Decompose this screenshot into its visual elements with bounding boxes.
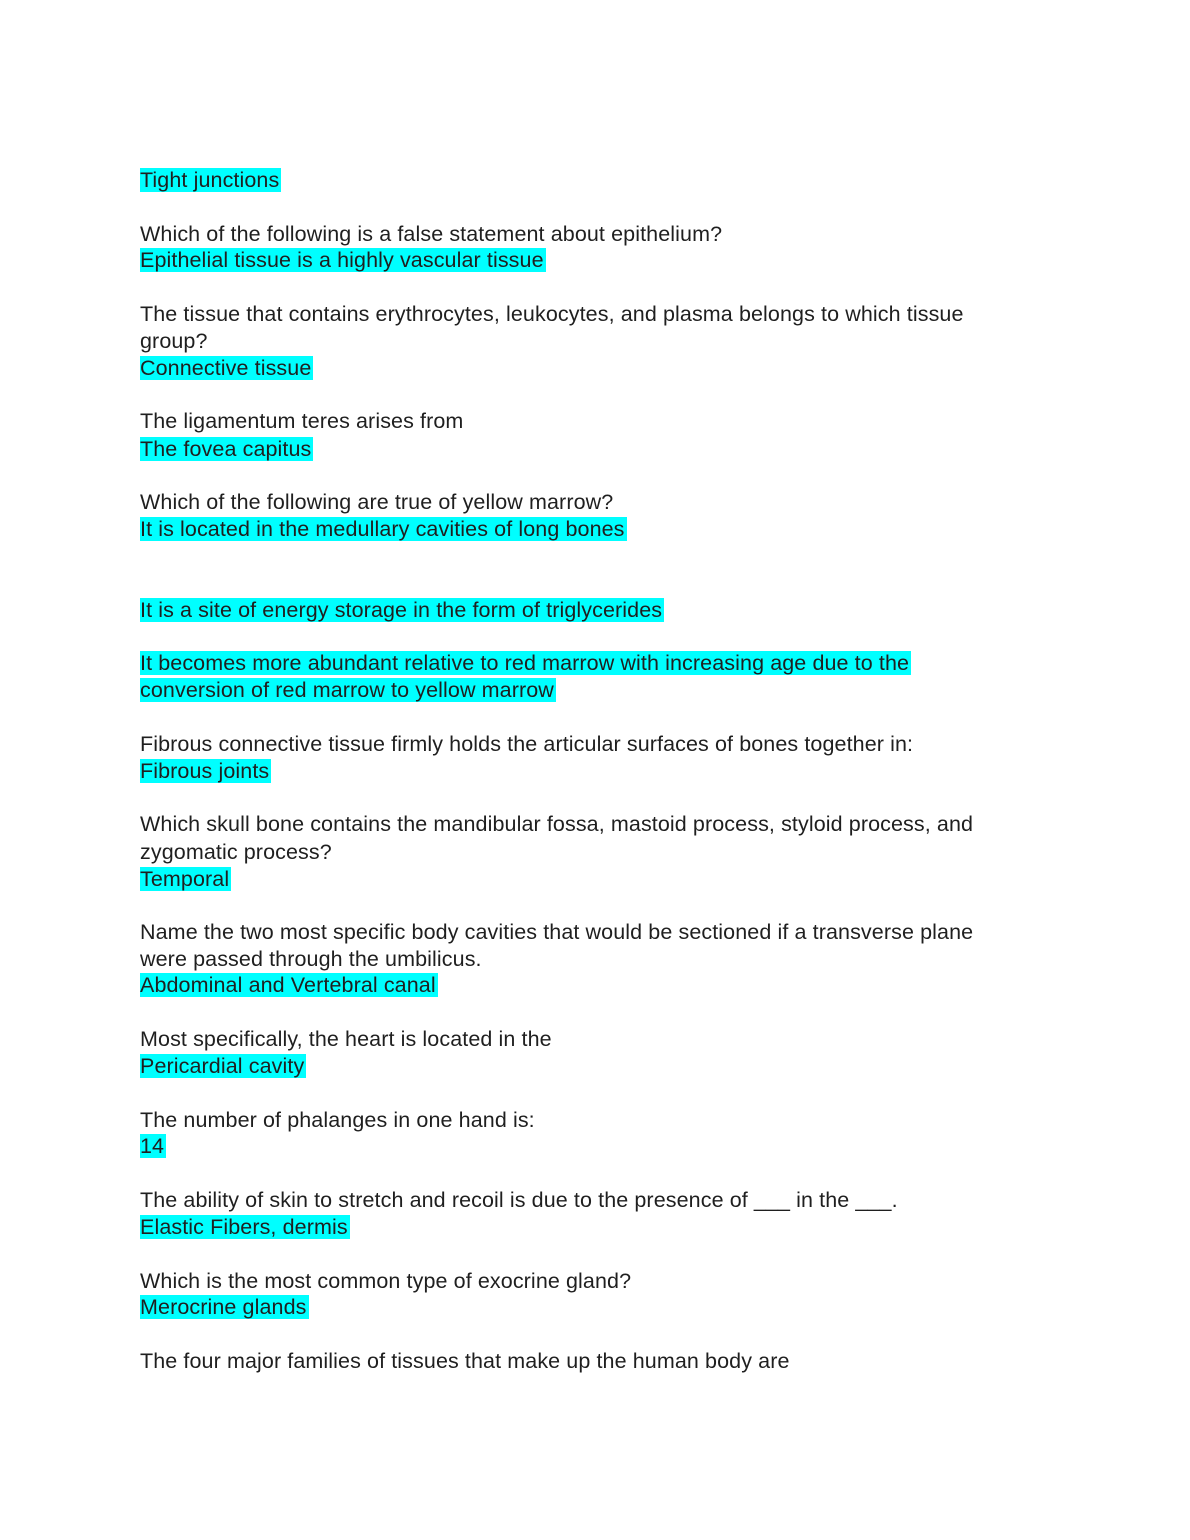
question-line (140, 328, 208, 355)
question-line (140, 301, 964, 328)
answer-line (140, 972, 438, 999)
answer-line (140, 1053, 306, 1080)
answer-line (140, 758, 271, 785)
answer-line (140, 650, 911, 677)
question-line (140, 1187, 898, 1214)
answer-line (140, 866, 231, 893)
answer-line (140, 1133, 166, 1160)
highlighted-answer-text: Connective tissue (140, 356, 312, 380)
answer-line (140, 1214, 350, 1241)
question-line (140, 489, 613, 516)
highlighted-answer-text: It is located in the medullary cavities of long bones (140, 517, 625, 541)
highlighted-answer-text: The fovea capitus (140, 437, 312, 461)
answer-line (140, 355, 313, 382)
question-text: Which skull bone contains the mandibular fossa, mastoid process, styloid process, and (140, 812, 974, 836)
question-text: zygomatic process? (140, 840, 332, 864)
highlighted-answer-text: It becomes more abundant relative to red marrow with increasing age due to the (140, 651, 910, 675)
answer-line (140, 1294, 309, 1321)
question-line (140, 1348, 790, 1375)
highlighted-answer-text: Tight junctions (140, 168, 280, 192)
question-text: group? (140, 329, 208, 353)
question-line (140, 1026, 552, 1053)
question-line (140, 946, 482, 973)
question-text: were passed through the umbilicus. (140, 947, 482, 971)
highlighted-answer-text: Temporal (140, 867, 230, 891)
question-text: The four major families of tissues that make up the human body are (140, 1349, 790, 1373)
highlighted-answer-text: Epithelial tissue is a highly vascular tissue (140, 248, 544, 272)
highlighted-answer-text: Merocrine glands (140, 1295, 307, 1319)
question-line (140, 919, 973, 946)
question-text: The tissue that contains erythrocytes, leukocytes, and plasma belongs to which tissue (140, 302, 964, 326)
question-line (140, 1268, 631, 1295)
question-text: Which is the most common type of exocrine gland? (140, 1269, 632, 1293)
question-text: Fibrous connective tissue firmly holds the articular surfaces of bones together in: (140, 732, 914, 756)
answer-line (140, 597, 664, 624)
answer-line (140, 247, 546, 274)
question-text: Which of the following is a false statement about epithelium? (140, 222, 723, 246)
question-line (140, 839, 332, 866)
question-text: The number of phalanges in one hand is: (140, 1108, 535, 1132)
question-text: The ligamentum teres arises from (140, 409, 464, 433)
question-text: Which of the following are true of yellow marrow? (140, 490, 614, 514)
highlighted-answer-text: Pericardial cavity (140, 1054, 305, 1078)
highlighted-answer-text: 14 (140, 1134, 165, 1158)
answer-line (140, 677, 556, 704)
question-line (140, 221, 722, 248)
question-line (140, 811, 973, 838)
question-line (140, 731, 913, 758)
answer-line (140, 516, 627, 543)
question-text: The ability of skin to stretch and recoil is due to the presence of ___ in the ___. (140, 1188, 898, 1212)
highlighted-answer-text: Elastic Fibers, dermis (140, 1215, 348, 1239)
question-text: Most specifically, the heart is located in the (140, 1027, 552, 1051)
highlighted-answer-text: It is a site of energy storage in the form of triglycerides (140, 598, 663, 622)
highlighted-answer-text: Abdominal and Vertebral canal (140, 973, 436, 997)
question-line (140, 408, 463, 435)
answer-line (140, 167, 281, 194)
answer-line (140, 436, 313, 463)
highlighted-answer-text: conversion of red marrow to yellow marrow (140, 678, 554, 702)
highlighted-answer-text: Fibrous joints (140, 759, 270, 783)
question-text: Name the two most specific body cavities that would be sectioned if a transverse plane (140, 920, 974, 944)
question-line (140, 1107, 535, 1134)
